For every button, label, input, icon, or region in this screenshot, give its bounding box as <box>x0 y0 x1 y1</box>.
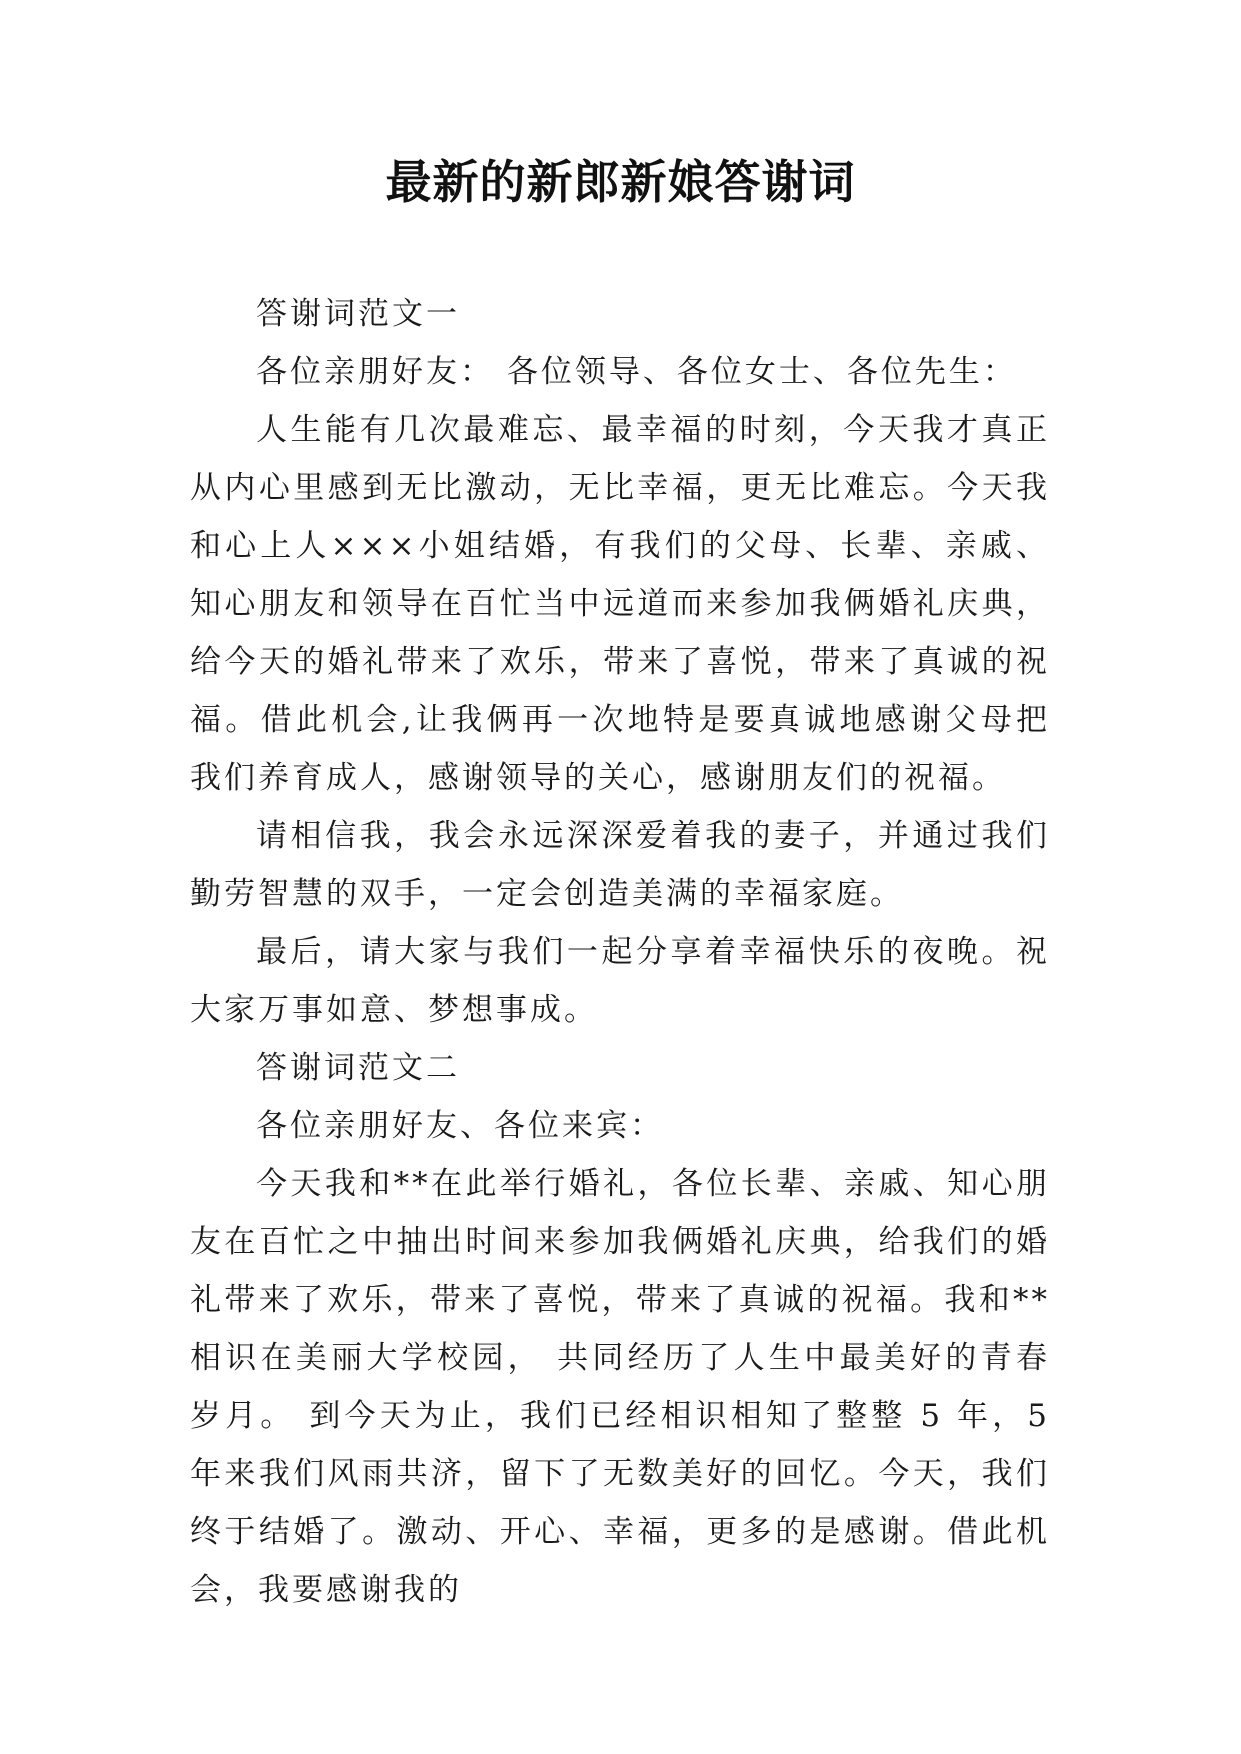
paragraph: 人生能有几次最难忘、最幸福的时刻，今天我才真正从内心里感到无比激动，无比幸福，更无比难忘。今天我和心上人×××小姐结婚，有我们的父母、长辈、亲戚、知心朋友和领导在百忙当中远道而来参加我俩婚礼庆典，给今天的婚礼带来了欢乐，带来了喜悦，带来了真诚的祝福。借此机会,让我俩再一次地特是要真诚地感谢父母把我们养育成人，感谢领导的关心，感谢朋友们的祝福。 <box>190 412 1050 796</box>
paragraph: 最后，请大家与我们一起分享着幸福快乐的夜晚。祝大家万事如意、梦想事成。 <box>190 934 1050 1028</box>
paragraph-salutation-one: 各位亲朋好友： 各位领导、各位女士、各位先生： <box>256 354 1017 390</box>
paragraph: 请相信我，我会永远深深爱着我的妻子，并通过我们勤劳智慧的双手，一定会创造美满的幸福家庭。 <box>190 818 1050 912</box>
paragraph-heading-sample-one: 答谢词范文一 <box>256 296 460 332</box>
paragraph-salutation-two: 各位亲朋好友、各位来宾： <box>256 1108 664 1144</box>
paragraph-heading-sample-two: 答谢词范文二 <box>256 1050 460 1086</box>
document-title: 最新的新郎新娘答谢词 <box>385 155 856 209</box>
paragraph: 今天我和**在此举行婚礼，各位长辈、亲戚、知心朋友在百忙之中抽出时间来参加我俩婚礼庆典，给我们的婚礼带来了欢乐，带来了喜悦，带来了真诚的祝福。我和**相识在美丽大学校园， 共同经历了人生中最美好的青春岁月。 到今天为止，我们已经相识相知了整整 5 年，5 年来我们风雨共济，留下了无数美好的回忆。今天，我们终于结婚了。激动、开心、幸福，更多的是感谢。借此机会，我要感谢我的 <box>190 1166 1050 1608</box>
document-body <box>190 285 1050 1619</box>
